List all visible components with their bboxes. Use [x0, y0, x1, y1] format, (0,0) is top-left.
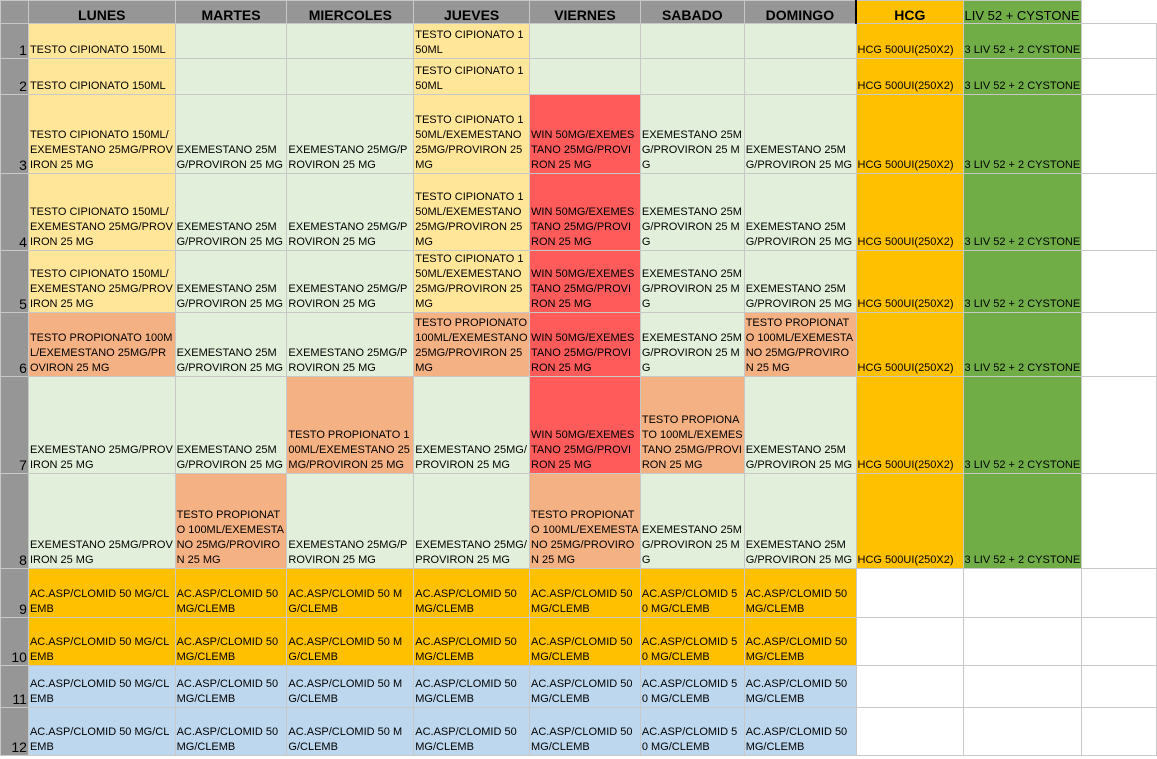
row-header[interactable]: 8 [1, 474, 29, 569]
table-row [1, 474, 1157, 569]
cell-empty[interactable] [1082, 474, 1157, 569]
cell-jueves[interactable]: TESTO CIPIONATO 150ML/EXEMESTANO 25MG/PROVIRON 25 MG [414, 174, 530, 251]
cell-jueves[interactable]: AC.ASP/CLOMID 50 MG/CLEMB [414, 569, 530, 618]
cell-jueves[interactable]: AC.ASP/CLOMID 50 MG/CLEMB [414, 666, 530, 708]
cell-martes[interactable]: EXEMESTANO 25MG/PROVIRON 25 MG [175, 174, 287, 251]
select-all-corner[interactable] [1, 1, 29, 24]
cell-hcg[interactable]: HCG 500UI(250X2) [856, 313, 963, 377]
cell-miercoles[interactable]: EXEMESTANO 25MG/PROVIRON 25 MG [287, 174, 414, 251]
cell-liv52-cystone[interactable]: 3 LIV 52 + 2 CYSTONE [963, 24, 1082, 59]
row-header[interactable]: 11 [1, 666, 29, 708]
cell-jueves[interactable]: TESTO CIPIONATO 150ML/EXEMESTANO 25MG/PROVIRON 25 MG [414, 95, 530, 174]
cell-viernes[interactable] [530, 59, 641, 95]
cell-viernes[interactable]: AC.ASP/CLOMID 50 MG/CLEMB [530, 666, 641, 708]
col-header-lunes[interactable]: LUNES [28, 1, 175, 24]
cell-domingo[interactable]: EXEMESTANO 25MG/PROVIRON 25 MG [744, 474, 856, 569]
cell-sabado[interactable]: EXEMESTANO 25MG/PROVIRON 25 MG [640, 474, 744, 569]
cell-miercoles[interactable]: EXEMESTANO 25MG/PROVIRON 25 MG [287, 251, 414, 313]
cell-viernes[interactable] [530, 24, 641, 59]
row-header[interactable]: 1 [1, 24, 29, 59]
col-header-liv52-cystone[interactable]: LIV 52 + CYSTONE [963, 1, 1082, 24]
cell-jueves[interactable]: EXEMESTANO 25MG/PROVIRON 25 MG [414, 377, 530, 474]
cell-martes[interactable]: TESTO PROPIONATO 100ML/EXEMESTANO 25MG/PROVIRON 25 MG [175, 474, 287, 569]
cell-sabado[interactable]: AC.ASP/CLOMID 50 MG/CLEMB [640, 666, 744, 708]
col-header-miercoles[interactable]: MIERCOLES [287, 1, 414, 24]
cell-domingo[interactable]: EXEMESTANO 25MG/PROVIRON 25 MG [744, 251, 856, 313]
cell-domingo[interactable]: EXEMESTANO 25MG/PROVIRON 25 MG [744, 95, 856, 174]
cell-miercoles[interactable]: AC.ASP/CLOMID 50 MG/CLEMB [287, 708, 414, 756]
cell-domingo[interactable]: AC.ASP/CLOMID 50 MG/CLEMB [744, 618, 856, 666]
cell-liv52-cystone[interactable]: 3 LIV 52 + 2 CYSTONE [963, 251, 1082, 313]
table-row [1, 313, 1157, 377]
cell-empty[interactable] [1082, 251, 1157, 313]
cell-hcg[interactable]: HCG 500UI(250X2) [856, 59, 963, 95]
cell-miercoles[interactable] [287, 24, 414, 59]
cell-hcg[interactable]: HCG 500UI(250X2) [856, 174, 963, 251]
cell-hcg[interactable] [856, 618, 963, 666]
cell-martes[interactable]: EXEMESTANO 25MG/PROVIRON 25 MG [175, 313, 287, 377]
cell-lunes[interactable]: TESTO CIPIONATO 150ML [28, 24, 175, 59]
cell-domingo[interactable]: AC.ASP/CLOMID 50 MG/CLEMB [744, 569, 856, 618]
cell-empty[interactable] [1082, 24, 1157, 59]
cell-liv52-cystone[interactable]: 3 LIV 52 + 2 CYSTONE [963, 313, 1082, 377]
cell-domingo[interactable]: AC.ASP/CLOMID 50 MG/CLEMB [744, 666, 856, 708]
table-row [1, 251, 1157, 313]
col-header-viernes[interactable]: VIERNES [530, 1, 641, 24]
cell-empty[interactable] [1082, 59, 1157, 95]
cell-viernes[interactable]: WIN 50MG/EXEMESTANO 25MG/PROVIRON 25 MG [530, 95, 641, 174]
cell-empty[interactable] [1082, 377, 1157, 474]
cell-sabado[interactable]: EXEMESTANO 25MG/PROVIRON 25 MG [640, 95, 744, 174]
cell-lunes[interactable]: AC.ASP/CLOMID 50 MG/CLEMB [28, 569, 175, 618]
cell-miercoles[interactable]: TESTO PROPIONATO 100ML/EXEMESTANO 25MG/PROVIRON 25 MG [287, 377, 414, 474]
cell-sabado[interactable]: EXEMESTANO 25MG/PROVIRON 25 MG [640, 174, 744, 251]
cell-miercoles[interactable]: AC.ASP/CLOMID 50 MG/CLEMB [287, 618, 414, 666]
cell-lunes[interactable]: TESTO PROPIONATO 100ML/EXEMESTANO 25MG/PROVIRON 25 MG [28, 313, 175, 377]
cell-viernes[interactable]: AC.ASP/CLOMID 50 MG/CLEMB [530, 708, 641, 756]
cell-empty[interactable] [1082, 569, 1157, 618]
cell-martes[interactable] [175, 24, 287, 59]
cell-lunes[interactable]: AC.ASP/CLOMID 50 MG/CLEMB [28, 666, 175, 708]
cell-miercoles[interactable]: EXEMESTANO 25MG/PROVIRON 25 MG [287, 313, 414, 377]
cell-liv52-cystone[interactable]: 3 LIV 52 + 2 CYSTONE [963, 377, 1082, 474]
cell-viernes[interactable]: TESTO PROPIONATO 100ML/EXEMESTANO 25MG/PROVIRON 25 MG [530, 474, 641, 569]
cell-liv52-cystone[interactable]: 3 LIV 52 + 2 CYSTONE [963, 174, 1082, 251]
cell-empty[interactable] [1082, 666, 1157, 708]
row-header[interactable]: 9 [1, 569, 29, 618]
cell-lunes[interactable]: TESTO CIPIONATO 150ML/EXEMESTANO 25MG/PROVIRON 25 MG [28, 251, 175, 313]
cell-hcg[interactable]: HCG 500UI(250X2) [856, 95, 963, 174]
cell-sabado[interactable] [640, 59, 744, 95]
cell-miercoles[interactable] [287, 59, 414, 95]
cell-domingo[interactable] [744, 59, 856, 95]
cell-liv52-cystone[interactable] [963, 708, 1082, 756]
cell-martes[interactable]: AC.ASP/CLOMID 50 MG/CLEMB [175, 666, 287, 708]
cell-domingo[interactable]: EXEMESTANO 25MG/PROVIRON 25 MG [744, 377, 856, 474]
cell-empty[interactable] [1082, 174, 1157, 251]
cell-martes[interactable]: AC.ASP/CLOMID 50 MG/CLEMB [175, 708, 287, 756]
cell-jueves[interactable]: AC.ASP/CLOMID 50 MG/CLEMB [414, 708, 530, 756]
cell-jueves[interactable]: TESTO PROPIONATO 100ML/EXEMESTANO 25MG/PROVIRON 25 MG [414, 313, 530, 377]
cell-viernes[interactable]: WIN 50MG/EXEMESTANO 25MG/PROVIRON 25 MG [530, 313, 641, 377]
col-header-sabado[interactable]: SABADO [640, 1, 744, 24]
cell-hcg[interactable]: HCG 500UI(250X2) [856, 24, 963, 59]
cell-lunes[interactable]: AC.ASP/CLOMID 50 MG/CLEMB [28, 618, 175, 666]
cell-martes[interactable]: AC.ASP/CLOMID 50 MG/CLEMB [175, 618, 287, 666]
cell-hcg[interactable]: HCG 500UI(250X2) [856, 474, 963, 569]
table-row [1, 174, 1157, 251]
table-row [1, 377, 1157, 474]
cell-jueves[interactable]: AC.ASP/CLOMID 50 MG/CLEMB [414, 618, 530, 666]
table-row [1, 24, 1157, 59]
table-row [1, 618, 1157, 666]
header-row [1, 1, 1157, 24]
cell-liv52-cystone[interactable] [963, 666, 1082, 708]
cell-liv52-cystone[interactable]: 3 LIV 52 + 2 CYSTONE [963, 59, 1082, 95]
cell-martes[interactable]: AC.ASP/CLOMID 50 MG/CLEMB [175, 569, 287, 618]
cell-liv52-cystone[interactable] [963, 618, 1082, 666]
cell-miercoles[interactable]: AC.ASP/CLOMID 50 MG/CLEMB [287, 666, 414, 708]
cell-jueves[interactable]: TESTO CIPIONATO 150ML [414, 59, 530, 95]
cell-hcg[interactable] [856, 708, 963, 756]
cell-jueves[interactable]: EXEMESTANO 25MG/PROVIRON 25 MG [414, 474, 530, 569]
row-header[interactable]: 4 [1, 174, 29, 251]
table-row [1, 708, 1157, 756]
cell-jueves[interactable]: TESTO CIPIONATO 150ML [414, 24, 530, 59]
table-row [1, 59, 1157, 95]
cell-viernes[interactable]: AC.ASP/CLOMID 50 MG/CLEMB [530, 569, 641, 618]
cell-lunes[interactable]: EXEMESTANO 25MG/PROVIRON 25 MG [28, 377, 175, 474]
empty-column [1082, 1, 1157, 24]
cell-liv52-cystone[interactable]: 3 LIV 52 + 2 CYSTONE [963, 95, 1082, 174]
cell-viernes[interactable]: WIN 50MG/EXEMESTANO 25MG/PROVIRON 25 MG [530, 251, 641, 313]
row-header[interactable]: 3 [1, 95, 29, 174]
row-header[interactable]: 5 [1, 251, 29, 313]
cell-lunes[interactable]: TESTO CIPIONATO 150ML/EXEMESTANO 25MG/PROVIRON 25 MG [28, 174, 175, 251]
cell-empty[interactable] [1082, 313, 1157, 377]
cell-sabado[interactable]: AC.ASP/CLOMID 50 MG/CLEMB [640, 708, 744, 756]
cell-martes[interactable]: EXEMESTANO 25MG/PROVIRON 25 MG [175, 251, 287, 313]
cell-sabado[interactable]: AC.ASP/CLOMID 50 MG/CLEMB [640, 618, 744, 666]
cell-lunes[interactable]: AC.ASP/CLOMID 50 MG/CLEMB [28, 708, 175, 756]
cell-miercoles[interactable]: EXEMESTANO 25MG/PROVIRON 25 MG [287, 474, 414, 569]
cell-lunes[interactable]: TESTO CIPIONATO 150ML/EXEMESTANO 25MG/PROVIRON 25 MG [28, 95, 175, 174]
cell-domingo[interactable]: TESTO PROPIONATO 100ML/EXEMESTANO 25MG/PROVIRON 25 MG [744, 313, 856, 377]
cell-hcg[interactable]: HCG 500UI(250X2) [856, 377, 963, 474]
cell-martes[interactable]: EXEMESTANO 25MG/PROVIRON 25 MG [175, 95, 287, 174]
cell-sabado[interactable]: TESTO PROPIONATO 100ML/EXEMESTANO 25MG/PROVIRON 25 MG [640, 377, 744, 474]
table-row [1, 569, 1157, 618]
cell-sabado[interactable]: AC.ASP/CLOMID 50 MG/CLEMB [640, 569, 744, 618]
cell-domingo[interactable]: AC.ASP/CLOMID 50 MG/CLEMB [744, 708, 856, 756]
cell-sabado[interactable] [640, 24, 744, 59]
row-header[interactable]: 6 [1, 313, 29, 377]
table-row [1, 95, 1157, 174]
row-header[interactable]: 10 [1, 618, 29, 666]
cell-liv52-cystone[interactable]: 3 LIV 52 + 2 CYSTONE [963, 474, 1082, 569]
cell-viernes[interactable]: WIN 50MG/EXEMESTANO 25MG/PROVIRON 25 MG [530, 377, 641, 474]
cell-martes[interactable] [175, 59, 287, 95]
cell-empty[interactable] [1082, 95, 1157, 174]
cell-empty[interactable] [1082, 618, 1157, 666]
cell-miercoles[interactable]: EXEMESTANO 25MG/PROVIRON 25 MG [287, 95, 414, 174]
cell-domingo[interactable] [744, 24, 856, 59]
table-row [1, 666, 1157, 708]
cell-martes[interactable]: EXEMESTANO 25MG/PROVIRON 25 MG [175, 377, 287, 474]
cell-lunes[interactable]: TESTO CIPIONATO 150ML [28, 59, 175, 95]
cell-viernes[interactable]: WIN 50MG/EXEMESTANO 25MG/PROVIRON 25 MG [530, 174, 641, 251]
cell-empty[interactable] [1082, 708, 1157, 756]
cell-hcg[interactable] [856, 666, 963, 708]
cell-hcg[interactable] [856, 569, 963, 618]
row-header[interactable]: 12 [1, 708, 29, 756]
cell-liv52-cystone[interactable] [963, 569, 1082, 618]
col-header-jueves[interactable]: JUEVES [414, 1, 530, 24]
col-header-hcg[interactable]: HCG [856, 1, 963, 24]
cell-viernes[interactable]: AC.ASP/CLOMID 50 MG/CLEMB [530, 618, 641, 666]
cell-hcg[interactable]: HCG 500UI(250X2) [856, 251, 963, 313]
cell-domingo[interactable]: EXEMESTANO 25MG/PROVIRON 25 MG [744, 174, 856, 251]
col-header-domingo[interactable]: DOMINGO [744, 1, 856, 24]
cell-miercoles[interactable]: AC.ASP/CLOMID 50 MG/CLEMB [287, 569, 414, 618]
cell-sabado[interactable]: EXEMESTANO 25MG/PROVIRON 25 MG [640, 313, 744, 377]
cell-lunes[interactable]: EXEMESTANO 25MG/PROVIRON 25 MG [28, 474, 175, 569]
cell-jueves[interactable]: TESTO CIPIONATO 150ML/EXEMESTANO 25MG/PROVIRON 25 MG [414, 251, 530, 313]
row-header[interactable]: 7 [1, 377, 29, 474]
row-header[interactable]: 2 [1, 59, 29, 95]
cell-sabado[interactable]: EXEMESTANO 25MG/PROVIRON 25 MG [640, 251, 744, 313]
col-header-martes[interactable]: MARTES [175, 1, 287, 24]
